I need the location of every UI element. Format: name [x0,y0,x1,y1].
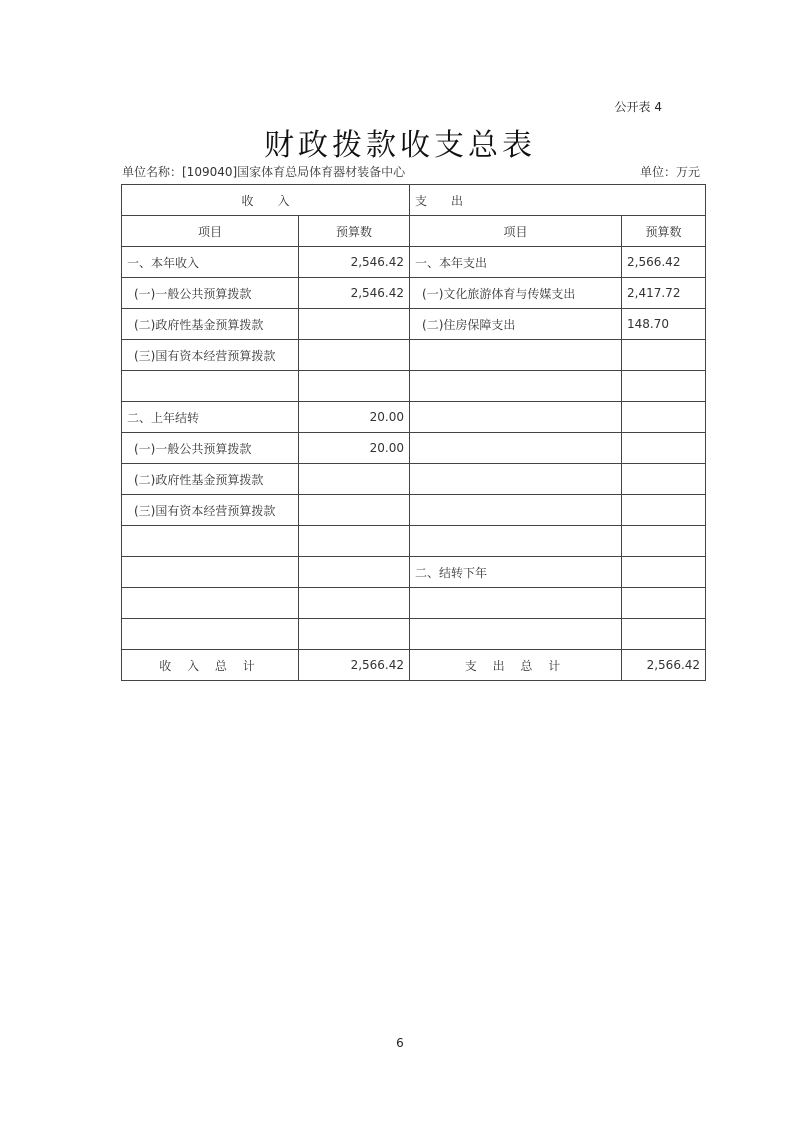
expense-item [410,402,622,433]
income-value: 2,546.42 [299,247,410,278]
income-value [299,340,410,371]
expense-value [622,495,706,526]
income-item-header: 项目 [122,216,299,247]
section-header-row [122,185,706,216]
income-item [122,619,299,650]
expense-value: 2,566.42 [622,247,706,278]
expense-item-header: 项目 [410,216,622,247]
income-value [299,495,410,526]
expense-item [410,619,622,650]
income-item [122,557,299,588]
expense-item: (二)住房保障支出 [410,309,622,340]
income-item: (二)政府性基金预算拨款 [122,309,299,340]
expense-value [622,526,706,557]
income-item [122,371,299,402]
income-item: (一)一般公共预算拨款 [122,278,299,309]
table-row [122,619,706,650]
income-item: 一、本年收入 [122,247,299,278]
table-row [122,588,706,619]
table-row [122,402,706,433]
table-row [122,526,706,557]
total-row [122,650,706,681]
expense-budget-header: 预算数 [622,216,706,247]
expense-value [622,557,706,588]
income-item [122,588,299,619]
expense-item [410,371,622,402]
income-value [299,371,410,402]
expense-header: 支 出 [410,185,706,216]
income-item: (三)国有资本经营预算拨款 [122,340,299,371]
income-value [299,588,410,619]
income-value: 20.00 [299,433,410,464]
expense-value: 148.70 [622,309,706,340]
income-header: 收 入 [122,185,410,216]
page-title: 财政拨款收支总表 [264,128,536,163]
table-row [122,371,706,402]
income-item: (二)政府性基金预算拨款 [122,464,299,495]
table-row [122,247,706,278]
unit-line [122,163,700,180]
income-budget-header: 预算数 [299,216,410,247]
form-tag: 公开表 4 [614,100,662,114]
expense-value [622,588,706,619]
expense-total-label: 支 出 总 计 [410,650,622,681]
income-total-value: 2,566.42 [299,650,410,681]
income-item: (一)一般公共预算拨款 [122,433,299,464]
income-value [299,526,410,557]
income-total-label: 收 入 总 计 [122,650,299,681]
column-header-row [122,216,706,247]
expense-item [410,526,622,557]
expense-item [410,464,622,495]
table-row [122,557,706,588]
unit-name: 单位名称：[109040]国家体育总局体育器材装备中心 [122,165,406,179]
table-row [122,464,706,495]
expense-item [410,495,622,526]
expense-value [622,433,706,464]
income-item [122,526,299,557]
income-value [299,619,410,650]
expense-value [622,402,706,433]
expense-value [622,619,706,650]
expense-total-value: 2,566.42 [622,650,706,681]
income-value: 20.00 [299,402,410,433]
income-value [299,309,410,340]
page-number: 6 [396,1036,404,1050]
table-row [122,340,706,371]
budget-table [121,184,706,681]
expense-value: 2,417.72 [622,278,706,309]
income-item: 二、上年结转 [122,402,299,433]
income-value [299,464,410,495]
table-row [122,495,706,526]
income-value: 2,546.42 [299,278,410,309]
expense-value [622,340,706,371]
expense-item: 一、本年支出 [410,247,622,278]
currency-unit: 单位：万元 [639,165,700,179]
table-row [122,433,706,464]
expense-value [622,464,706,495]
income-value [299,557,410,588]
expense-value [622,371,706,402]
income-item: (三)国有资本经营预算拨款 [122,495,299,526]
expense-item: (一)文化旅游体育与传媒支出 [410,278,622,309]
table-row [122,278,706,309]
table-row [122,309,706,340]
expense-item: 二、结转下年 [410,557,622,588]
expense-item [410,588,622,619]
expense-item [410,433,622,464]
expense-item [410,340,622,371]
